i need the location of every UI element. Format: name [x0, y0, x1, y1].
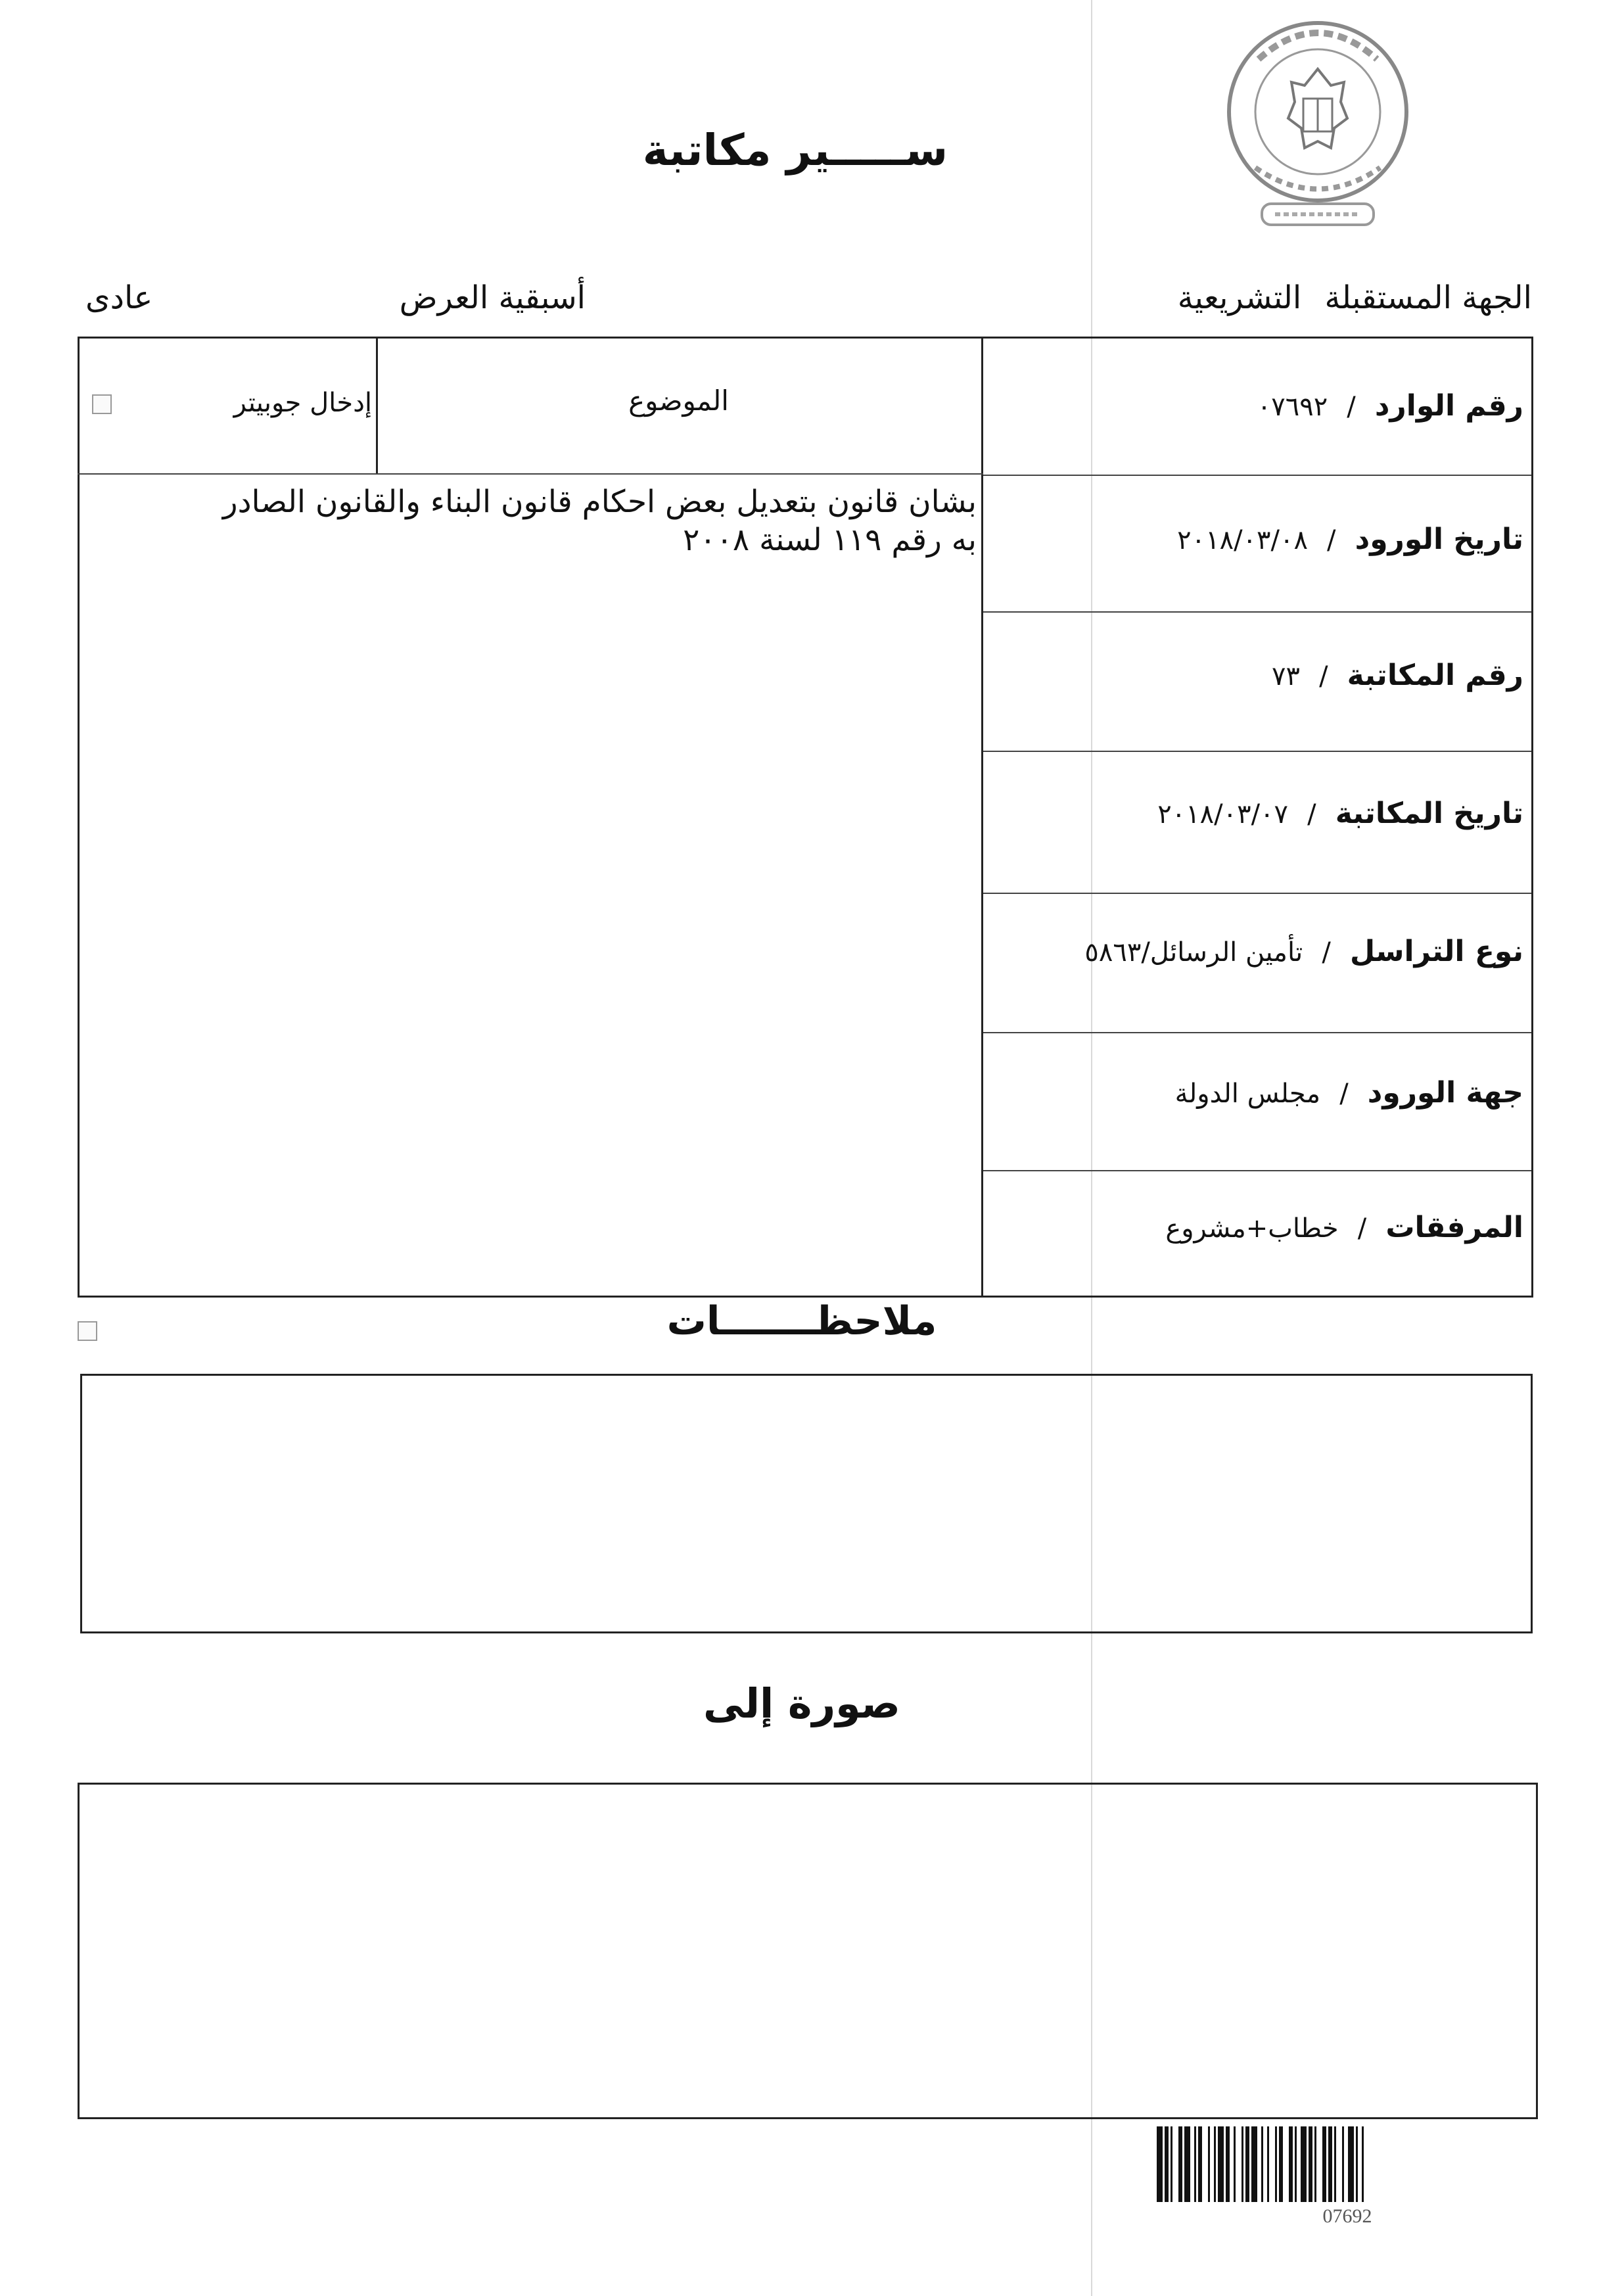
- barcode-bar: [1322, 2126, 1326, 2202]
- field-letter-number: رقم المكاتبة / ٧٣: [1272, 659, 1523, 692]
- barcode-bar: [1198, 2126, 1202, 2202]
- notes-checkbox[interactable]: [78, 1321, 97, 1341]
- priority-label: أسبقية العرض: [399, 279, 586, 316]
- barcode-bar: [1214, 2126, 1216, 2202]
- barcode-bar: [1348, 2126, 1354, 2202]
- subject-text-line-2: به رقم ١١٩ لسنة ٢٠٠٨: [683, 522, 977, 558]
- row-divider: [983, 1032, 1531, 1033]
- barcode-bar: [1178, 2126, 1182, 2202]
- barcode-bar: [1194, 2126, 1196, 2202]
- receiving-entity: [1178, 279, 1532, 316]
- barcode-bar: [1157, 2126, 1163, 2202]
- field-incoming-number: رقم الوارد / ٠٧٦٩٢: [1257, 389, 1523, 423]
- barcode-bar: [1267, 2126, 1269, 2202]
- field-letter-date: تاريخ المكاتبة / ٢٠١٨/٠٣/٠٧: [1157, 797, 1523, 830]
- priority-value: عادى: [85, 279, 153, 316]
- barcode-bar: [1165, 2126, 1169, 2202]
- receiving-label: الجهة المستقبلة: [1324, 279, 1532, 316]
- subject-header: الموضوع: [628, 385, 729, 417]
- row-divider: [983, 893, 1531, 894]
- barcode-bar: [1279, 2126, 1283, 2202]
- notes-title: ملاحظـــــــات: [666, 1298, 937, 1344]
- notes-box[interactable]: [80, 1374, 1533, 1633]
- barcode-bar: [1251, 2126, 1257, 2202]
- subject-text: [83, 483, 977, 559]
- barcode-bar: [1289, 2126, 1293, 2202]
- jupiter-checkbox[interactable]: [92, 394, 112, 414]
- barcode-bar: [1309, 2126, 1312, 2202]
- row-divider: [983, 751, 1531, 752]
- barcode-bar: [1314, 2126, 1316, 2202]
- row-divider: [983, 1170, 1531, 1171]
- barcode-bar: [1245, 2126, 1249, 2202]
- field-correspondence-type: نوع التراسل / تأمين الرسائل/٥٨٦٣: [1084, 935, 1523, 968]
- field-attachments: المرفقات / خطاب+مشروع: [1165, 1211, 1523, 1244]
- barcode-number: 07692: [1322, 2205, 1372, 2227]
- barcode-bar: [1208, 2126, 1210, 2202]
- barcode-bar: [1241, 2126, 1243, 2202]
- field-arrival-entity: جهة الورود / مجلس الدولة: [1174, 1076, 1523, 1110]
- barcode-bar: [1171, 2126, 1172, 2202]
- field-arrival-date: تاريخ الورود / ٢٠١٨/٠٣/٠٨: [1177, 523, 1523, 556]
- barcode-bar: [1184, 2126, 1190, 2202]
- barcode: [1157, 2126, 1535, 2202]
- barcode-bar: [1356, 2126, 1358, 2202]
- fields-column: [983, 337, 1531, 1298]
- page-title: ســـــير مكاتبة: [642, 125, 948, 176]
- barcode-bar: [1275, 2126, 1277, 2202]
- barcode-bar: [1334, 2126, 1336, 2202]
- barcode-bar: [1234, 2126, 1236, 2202]
- jupiter-label: إدخال جوبيتر: [233, 388, 372, 418]
- barcode-bar: [1362, 2126, 1364, 2202]
- subject-text-line-1: بشان قانون بتعديل بعض احكام قانون البناء والقانون الصادر: [222, 484, 977, 520]
- barcode-bar: [1218, 2126, 1224, 2202]
- barcode-bar: [1226, 2126, 1230, 2202]
- receiving-value: التشريعية: [1177, 279, 1302, 316]
- barcode-bar: [1261, 2126, 1263, 2202]
- row-divider: [983, 475, 1531, 476]
- barcode-bar: [1328, 2126, 1332, 2202]
- subject-header-underline: [78, 473, 983, 475]
- row-divider: [983, 611, 1531, 613]
- barcode-bar: [1342, 2126, 1344, 2202]
- copy-to-title: صورة إلى: [703, 1679, 900, 1727]
- copy-to-box[interactable]: [78, 1783, 1538, 2119]
- barcode-bar: [1301, 2126, 1307, 2202]
- ministry-seal: [1219, 13, 1416, 237]
- barcode-bar: [1295, 2126, 1297, 2202]
